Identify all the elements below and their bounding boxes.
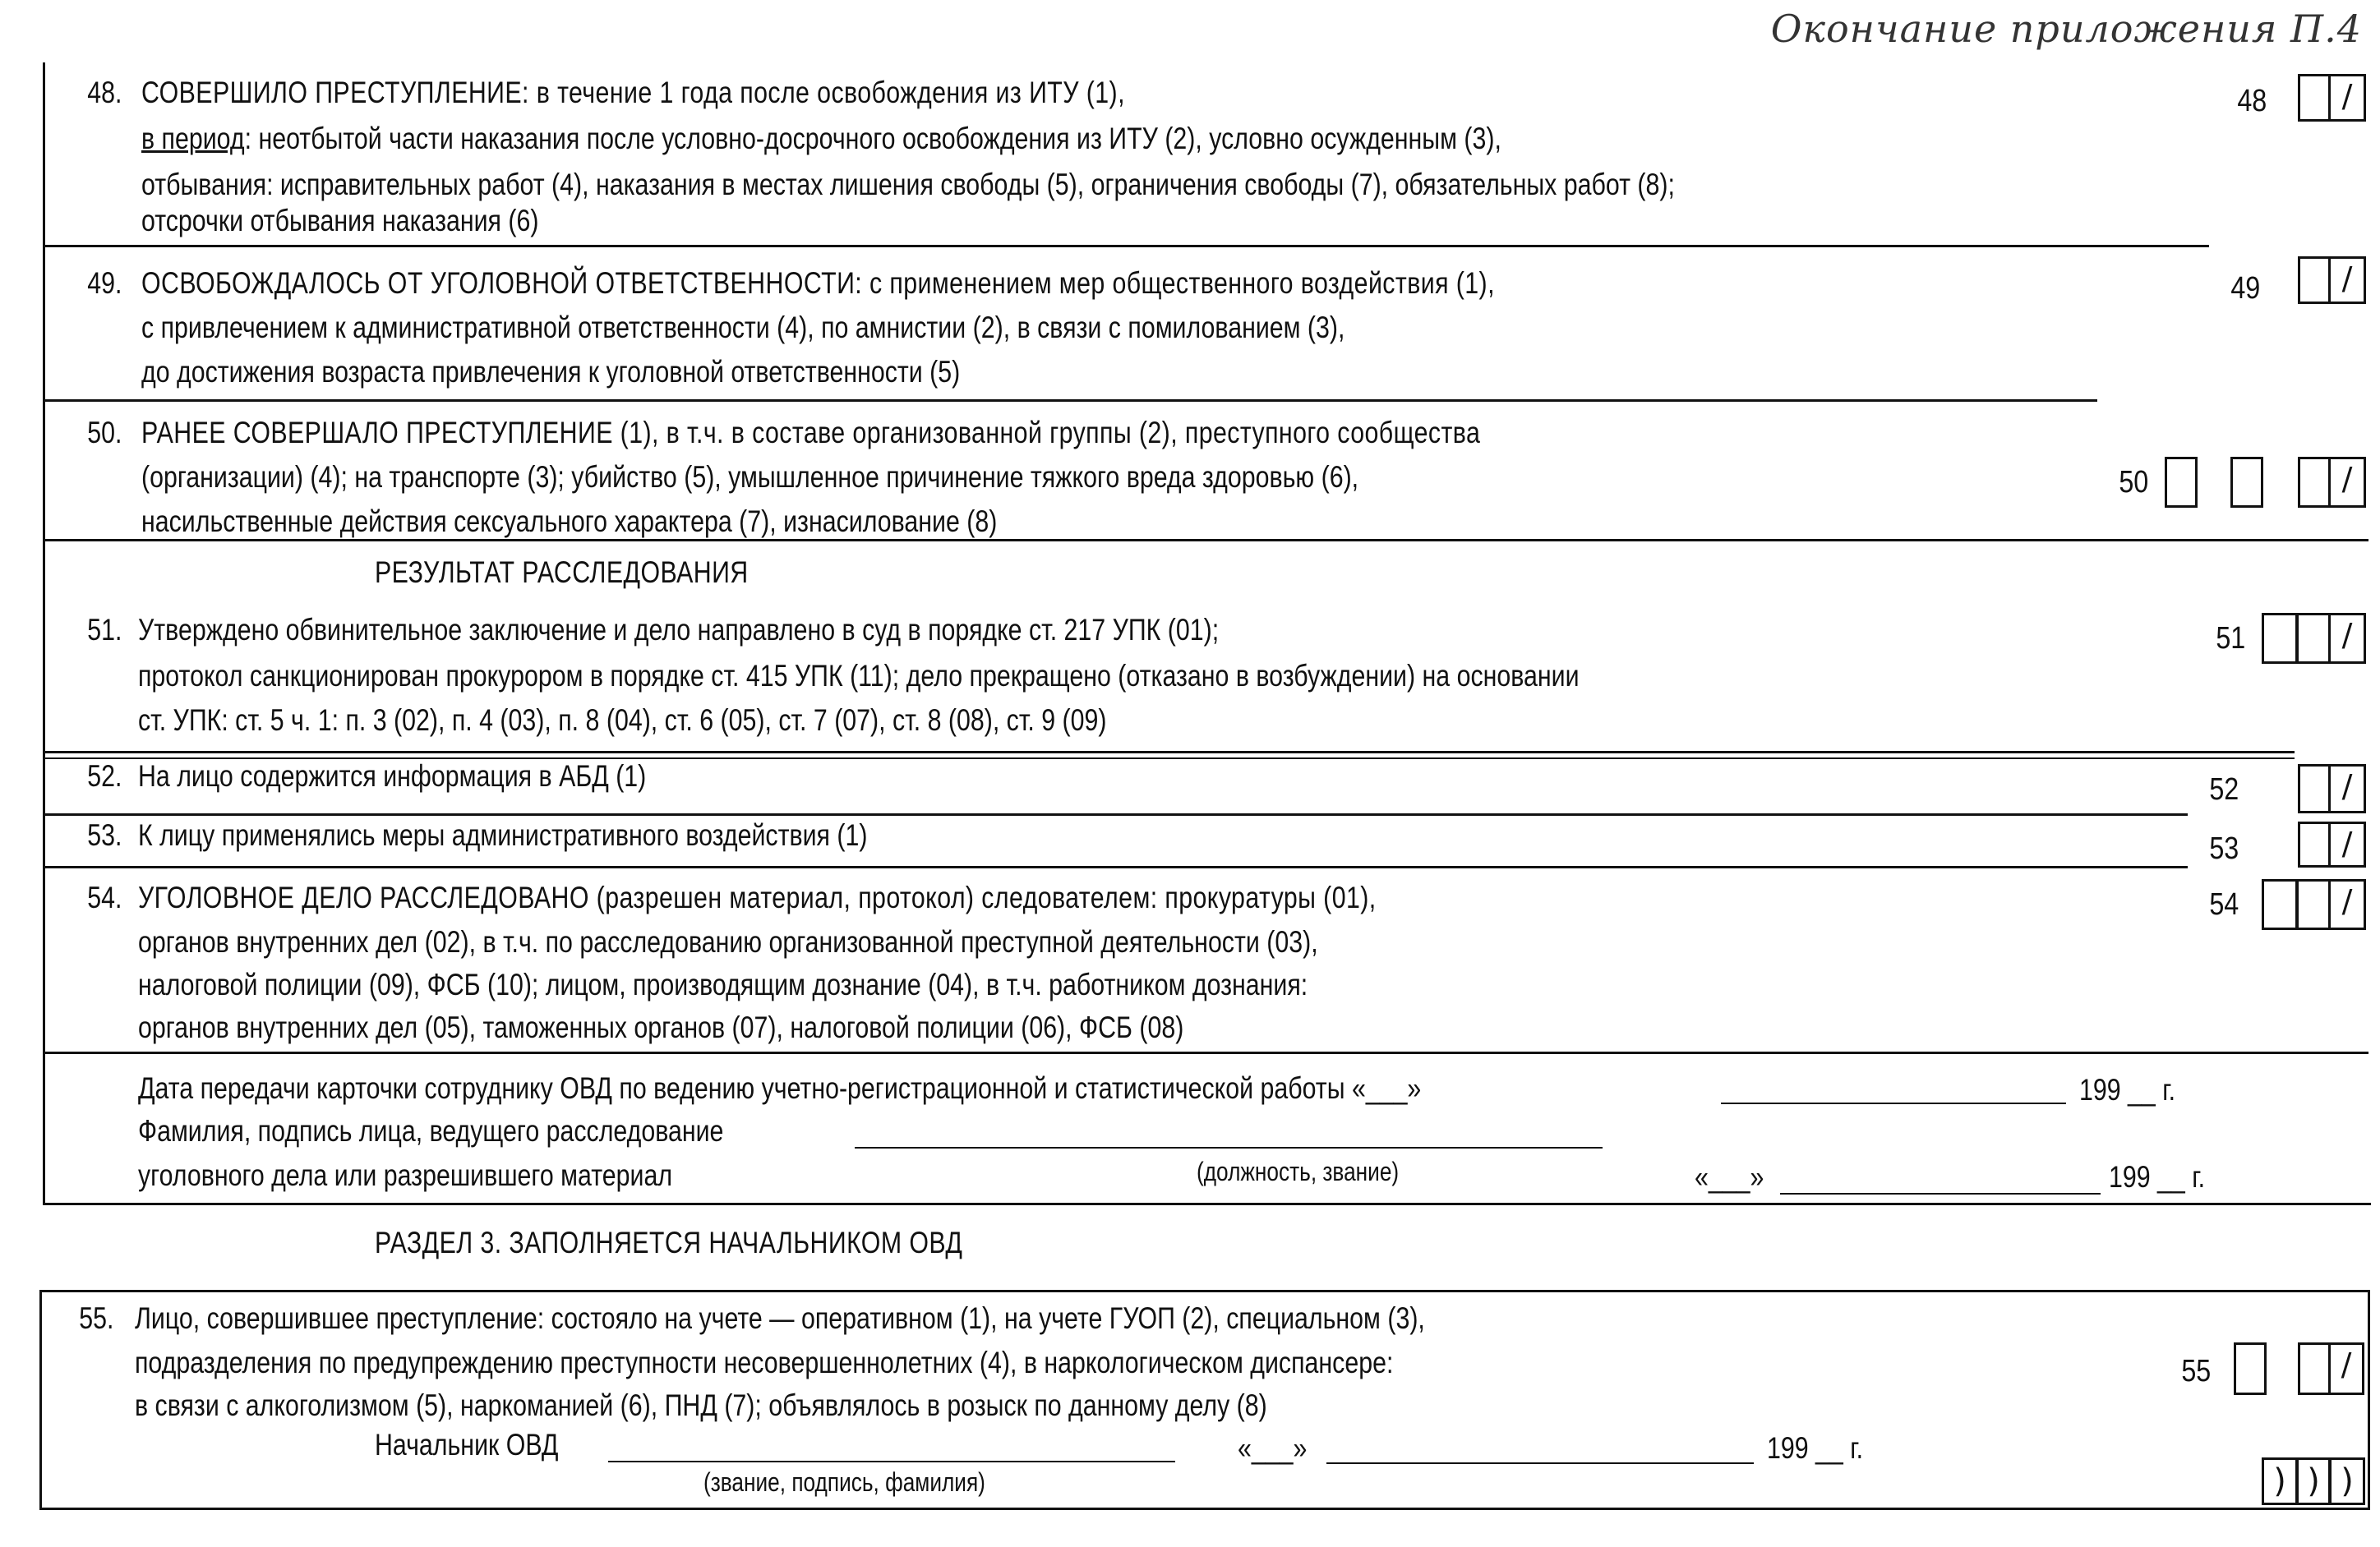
investigator-signature-blank[interactable] — [855, 1147, 1603, 1149]
item-48-line-2 — [141, 123, 1501, 154]
item-51-code: 51 — [2216, 621, 2245, 656]
item-54-line-3: налоговой полиции (09), ФСБ (10); лицом, производящим дознание (04), в т.ч. работником дознания: — [138, 968, 1308, 1001]
item-51-number: 51. — [86, 613, 122, 647]
item-51-box-2[interactable] — [2296, 613, 2331, 664]
item-55-code: 55 — [2181, 1354, 2211, 1388]
item-54-box-1[interactable] — [2262, 879, 2298, 930]
item-48-number: 48. — [86, 76, 122, 109]
item-55-bottom-box-3[interactable] — [2329, 1457, 2365, 1505]
item-49-line-3: до достижения возраста привлечения к уголовной ответственности (5) — [141, 355, 961, 389]
item-49-line-2: с привлечением к административной ответственности (4), по амнистии (2), в связи с помилованием (3), — [141, 311, 1345, 344]
item-55-box-3[interactable] — [2328, 1342, 2364, 1395]
item-48-line-2-text: : неотбытой части наказания после условно-досрочного освобождения из ИТУ (2), условно осужденным (3), — [244, 122, 1501, 155]
item-55-bottom-box-1[interactable] — [2262, 1457, 2298, 1505]
item-49-box-1[interactable] — [2298, 256, 2331, 304]
item-52-box-1[interactable] — [2298, 764, 2331, 813]
item-53-code: 53 — [2209, 831, 2239, 866]
transfer-date-2: «___» — [1695, 1160, 1764, 1194]
item-52-box-2[interactable] — [2328, 764, 2366, 813]
divider-53-54 — [43, 866, 2188, 868]
transfer-position-caption: (должность, звание) — [1197, 1157, 1400, 1186]
item-50-code: 50 — [2119, 465, 2148, 500]
item-55-box-1[interactable] — [2234, 1342, 2267, 1395]
item-49-box-2[interactable] — [2328, 256, 2366, 304]
item-55-line-2: подразделения по предупреждению преступности несовершеннолетних (4), в наркологическом диспансере: — [135, 1346, 1394, 1379]
item-54-box-2[interactable] — [2296, 879, 2331, 930]
chief-label: Начальник ОВД — [375, 1428, 559, 1462]
transfer-year-2: 199 __ г. — [2109, 1160, 2206, 1194]
chief-signature-caption: (звание, подпись, фамилия) — [703, 1467, 985, 1497]
item-53-box-2[interactable] — [2328, 822, 2366, 868]
item-50-line-2: (организации) (4); на транспорте (3); убийство (5), умышленное причинение тяжкого вреда здоровью (6), — [141, 460, 1359, 494]
item-54-line-2: органов внутренних дел (02), в т.ч. по расследованию организованной преступной деятельности (03), — [138, 925, 1318, 959]
item-48-code: 48 — [2237, 84, 2267, 118]
item-51-line-2: протокол санкционирован прокурором в порядке ст. 415 УПК (11); дело прекращено (отказано в возбуждении) на основании — [138, 659, 1580, 693]
item-52-number: 52. — [86, 759, 122, 793]
item-55-date-blank[interactable] — [1326, 1462, 1754, 1464]
item-55-number: 55. — [78, 1301, 113, 1335]
item-49-code: 49 — [2230, 271, 2260, 306]
divider-50-result — [43, 539, 2368, 541]
item-50-line-1: РАНЕЕ СОВЕРШАЛО ПРЕСТУПЛЕНИЕ (1), в т.ч. в составе организованной группы (2), преступного сообщества — [141, 416, 1481, 449]
item-54-code: 54 — [2209, 887, 2239, 922]
item-48-box-2[interactable] — [2328, 74, 2366, 122]
transfer-line-1: Дата передачи карточки сотруднику ОВД по ведению учетно-регистрационной и статистической работы «___» — [138, 1071, 1422, 1105]
item-55-year: 199 __ г. — [1767, 1431, 1864, 1465]
item-50-line-3: насильственные действия сексуального характера (7), изнасилование (8) — [141, 504, 998, 538]
item-50-number: 50. — [86, 416, 122, 449]
item-51-box-1[interactable] — [2262, 613, 2298, 664]
item-49-line-1: ОСВОБОЖДАЛОСЬ ОТ УГОЛОВНОЙ ОТВЕТСТВЕННОСТИ: с применением мер общественного воздействия (1), — [141, 266, 1495, 300]
item-53-box-1[interactable] — [2298, 822, 2331, 868]
item-54-line-1: УГОЛОВНОЕ ДЕЛО РАССЛЕДОВАНО (разрешен материал, протокол) следователем: прокуратуры (01), — [138, 881, 1377, 914]
divider-48-49 — [43, 245, 2209, 247]
transfer-year-1: 199 __ г. — [2079, 1073, 2176, 1107]
item-49-number: 49. — [86, 266, 122, 300]
item-51-line-1: Утверждено обвинительное заключение и дело направлено в суд в порядке ст. 217 УПК (01); — [138, 613, 1220, 647]
transfer-date-blank[interactable] — [1721, 1103, 2066, 1104]
item-52-code: 52 — [2209, 772, 2239, 807]
item-48-line-4: отсрочки отбывания наказания (6) — [141, 204, 539, 237]
transfer-date-2-blank[interactable] — [1780, 1193, 2101, 1195]
item-55-box-2[interactable] — [2298, 1342, 2331, 1395]
item-50-box-3[interactable] — [2298, 457, 2331, 508]
item-50-box-1[interactable] — [2165, 457, 2198, 508]
item-48-period-label: в период — [141, 122, 245, 155]
item-48-line-1: СОВЕРШИЛО ПРЕСТУПЛЕНИЕ: в течение 1 года после освобождения из ИТУ (1), — [141, 76, 1125, 109]
item-52-line-1: На лицо содержится информация в АБД (1) — [138, 759, 647, 793]
divider-52-53 — [43, 813, 2188, 816]
item-54-number: 54. — [86, 881, 122, 914]
item-55-line-1: Лицо, совершившее преступление: состояло на учете — оперативном (1), на учете ГУОП (2), специальном (3), — [135, 1301, 1425, 1335]
item-50-box-4[interactable] — [2328, 457, 2366, 508]
item-54-box-3[interactable] — [2328, 879, 2366, 930]
header-note: Окончание приложения П.4 — [1770, 7, 2362, 51]
item-53-number: 53. — [86, 818, 122, 852]
item-54-line-4: органов внутренних дел (05), таможенных органов (07), налоговой полиции (06), ФСБ (08) — [138, 1011, 1184, 1044]
item-48-box-1[interactable] — [2298, 74, 2331, 122]
divider-54-transfer — [43, 1052, 2368, 1054]
item-53-line-1: К лицу применялись меры административного воздействия (1) — [138, 818, 868, 852]
section-result-title: РЕЗУЛЬТАТ РАССЛЕДОВАНИЯ — [375, 555, 749, 589]
item-50-box-2[interactable] — [2230, 457, 2263, 508]
item-51-line-3: ст. УПК: ст. 5 ч. 1: п. 3 (02), п. 4 (03), п. 8 (04), ст. 6 (05), ст. 7 (07), ст. 8 (08), ст. 9 (09) — [138, 703, 1107, 737]
item-48-line-3: отбывания: исправительных работ (4), наказания в местах лишения свободы (5), ограничения свободы (7), обязательных работ (8); — [141, 168, 1675, 201]
item-55-date: «___» — [1238, 1431, 1308, 1465]
chief-signature-blank[interactable] — [608, 1461, 1175, 1462]
section-3-title: РАЗДЕЛ 3. ЗАПОЛНЯЕТСЯ НАЧАЛЬНИКОМ ОВД — [375, 1226, 963, 1259]
transfer-line-3: уголовного дела или разрешившего материал — [138, 1158, 673, 1192]
item-51-box-3[interactable] — [2328, 613, 2366, 664]
divider-51-52-a — [43, 751, 2295, 753]
item-55-bottom-box-2[interactable] — [2296, 1457, 2331, 1505]
item-55-line-3: в связи с алкоголизмом (5), наркоманией (6), ПНД (7); объявлялось в розыск по данному делу (8) — [135, 1388, 1267, 1422]
transfer-line-2: Фамилия, подпись лица, ведущего расследование — [138, 1114, 724, 1148]
divider-49-50 — [43, 399, 2097, 402]
